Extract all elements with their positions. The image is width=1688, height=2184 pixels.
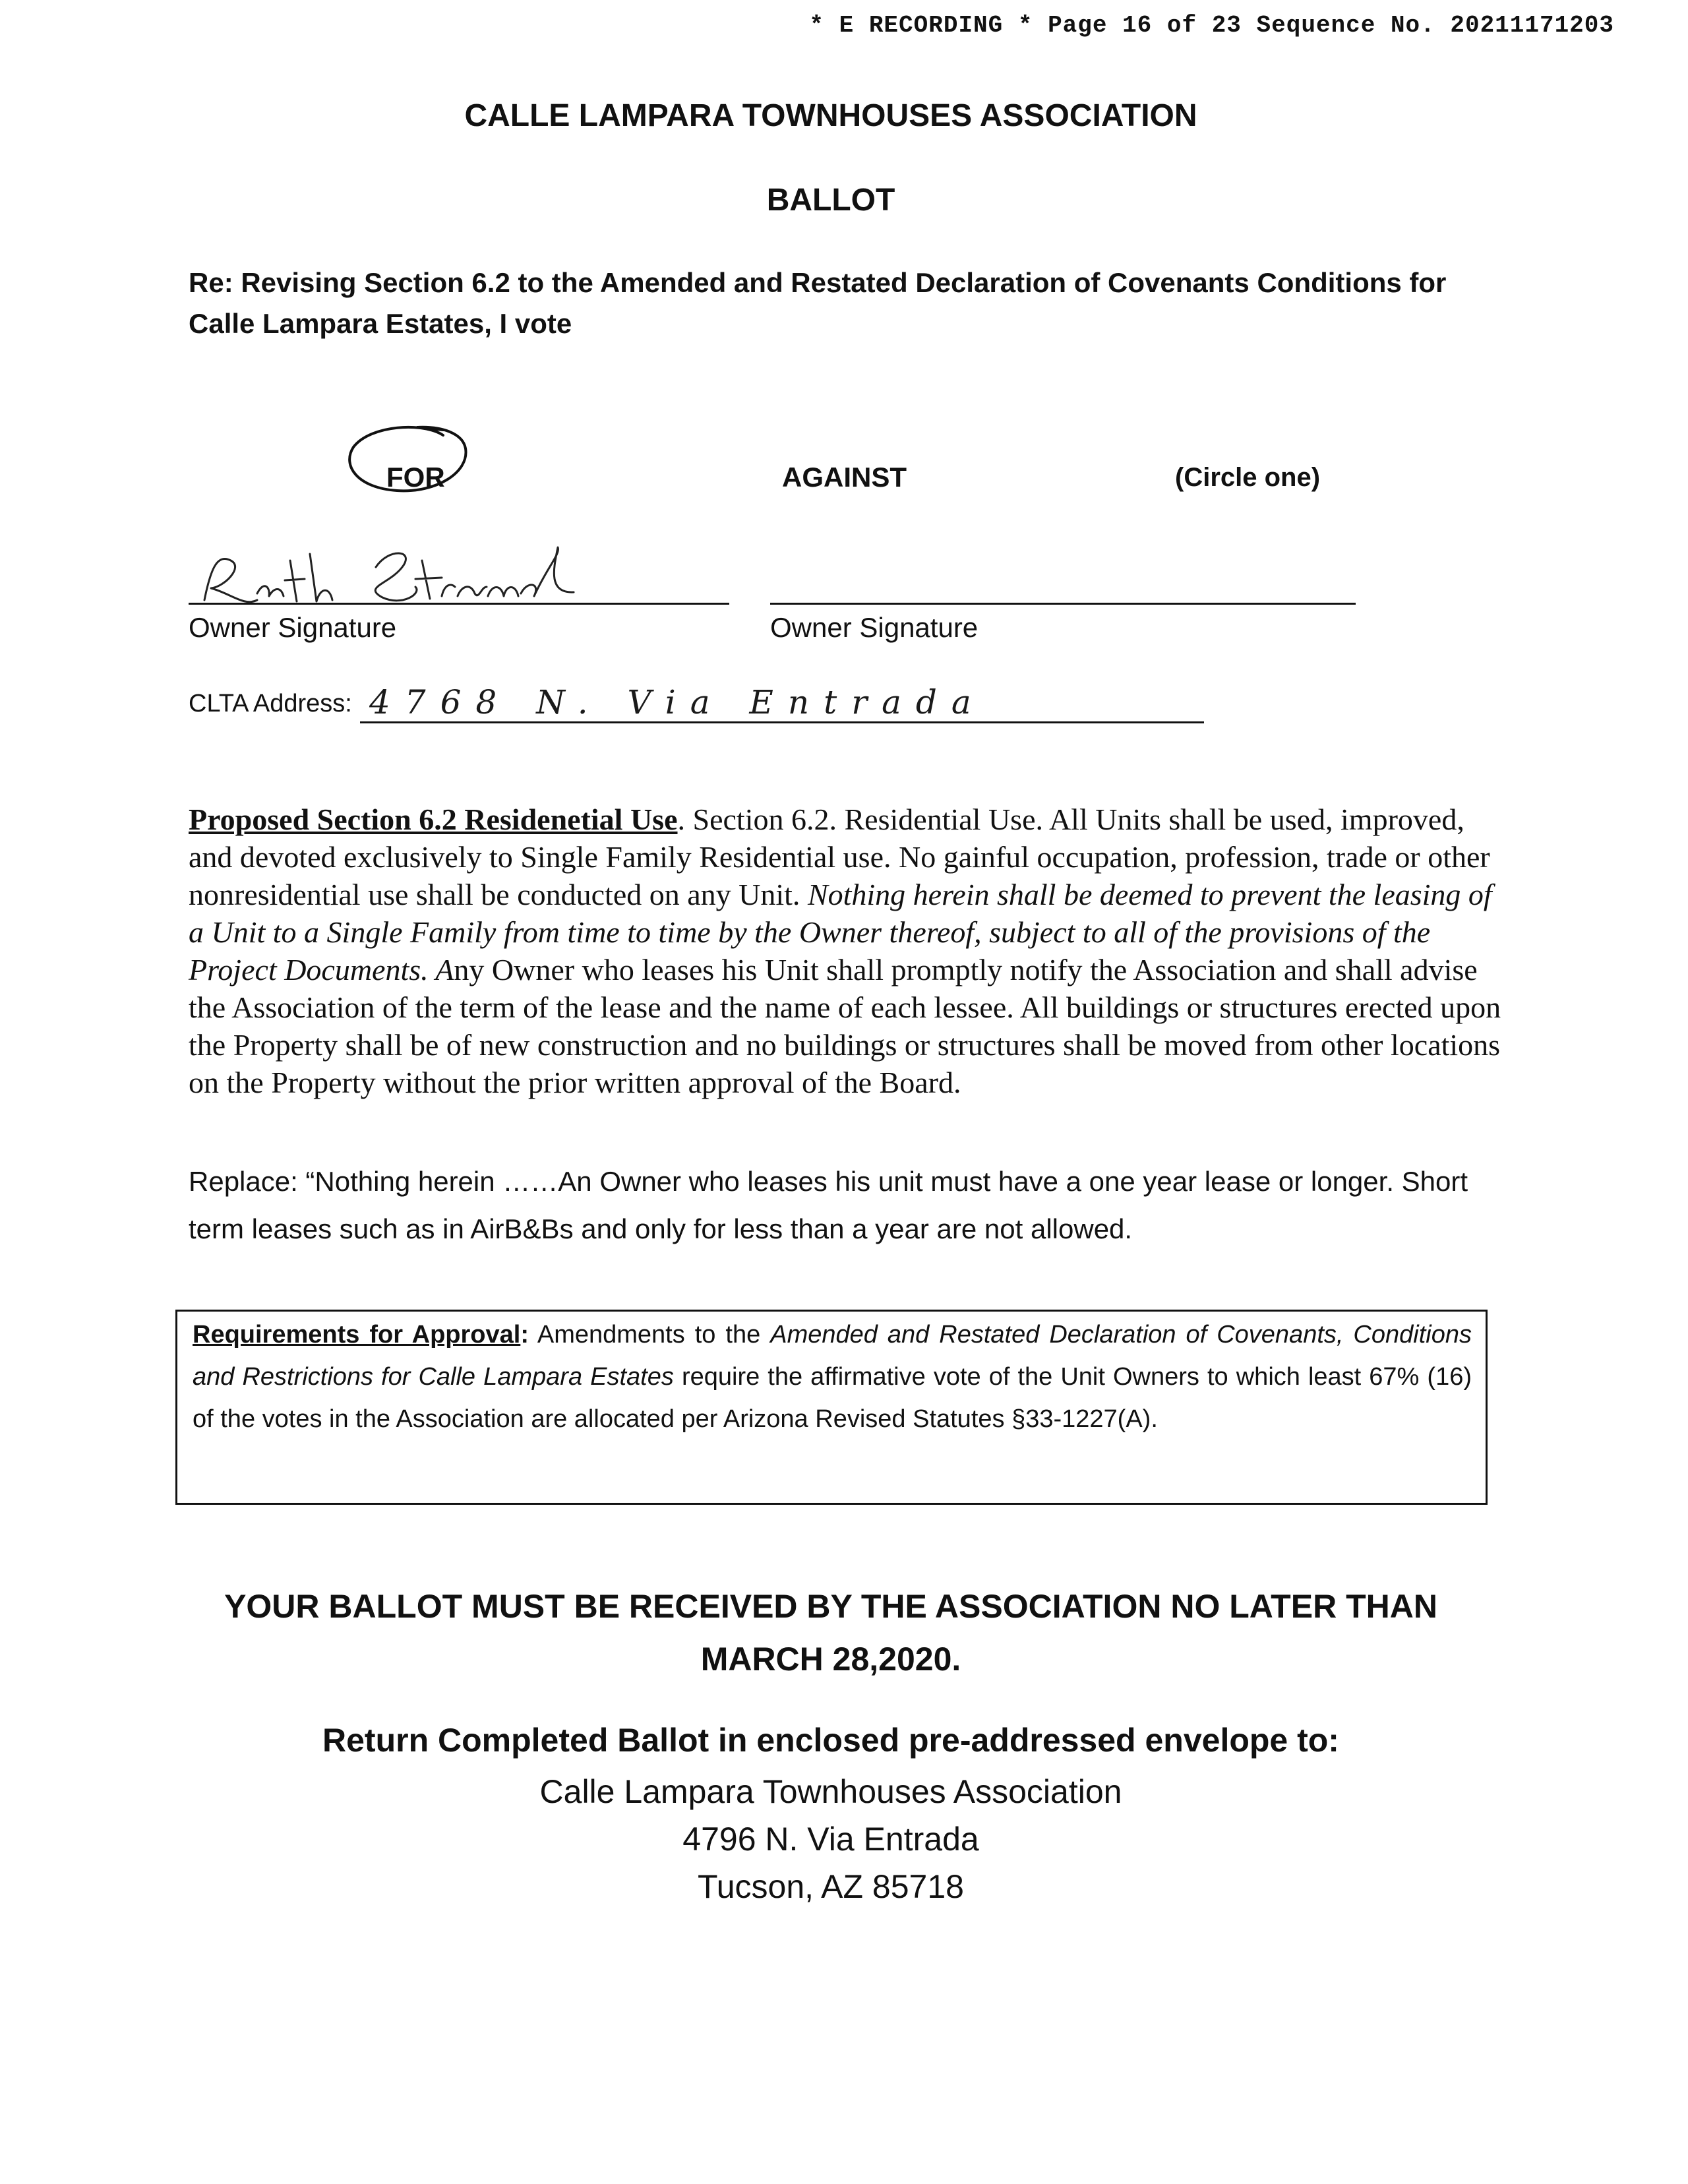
owner-signature-label-2: Owner Signature (770, 612, 979, 643)
return-street: 4796 N. Via Entrada (682, 1821, 979, 1858)
association-title: CALLE LAMPARA TOWNHOUSES ASSOCIATION (464, 98, 1197, 133)
requirements-body-1: Amendments to the (528, 1321, 771, 1349)
requirements-heading: Requirements for Approval (193, 1321, 521, 1349)
proposed-section-body-2: ny Owner who leases his Unit shall promptly notify the Association and shall advise the Association of the term of the lease and the name of each lessee. All buildings or structures erected upon the Property shall be of new construction and no buildings or structures shall be moved from other locations on the Property without the prior written approval of the Board. (189, 953, 1501, 1099)
proposed-section-text (189, 801, 1507, 1101)
requirements-body-2: require the affirmative vote of the Unit Owners to which least 67% (16) of the votes in the Association are allocated per Arizona Revised Statutes §33-1227(A). (193, 1363, 1472, 1433)
deadline-line-2: MARCH 28,2020. (700, 1641, 961, 1678)
vote-against-option[interactable]: AGAINST (782, 462, 907, 493)
proposed-section-body-1: . Section 6.2. Residential Use. All Units shall be used, improved, and devoted exclusively to Single Family Residential use. No gainful occupation, profession, trade or other nonresidential use shall be conducted on any Unit. (189, 803, 1490, 911)
return-association-name: Calle Lampara Townhouses Association (539, 1773, 1122, 1810)
owner-signature-line-2[interactable] (770, 603, 1356, 605)
proposed-section-heading: Proposed Section 6.2 Residenetial Use (189, 803, 678, 836)
deadline-notice (0, 1580, 1662, 1685)
requirements-text (193, 1314, 1472, 1440)
re-subject: Re: Revising Section 6.2 to the Amended and Restated Declaration of Covenants Conditions for Calle Lampara Estates, I vote (189, 267, 1447, 339)
replace-text: Replace: “Nothing herein ……An Owner who leases his unit must have a one year lease or longer. Short term leases such as in AirB&Bs and only for less than a year are not allowed. (189, 1166, 1468, 1244)
owner-signature-line-1[interactable] (189, 603, 729, 605)
clta-address-value[interactable]: 4768 N. Via Entrada (369, 683, 986, 721)
requirements-body-italic: Amended and Restated Declaration of Covenants, Conditions and Restrictions for Calle Lampara Estates (193, 1321, 1472, 1391)
ballot-title: BALLOT (766, 183, 895, 218)
vote-instruction: (Circle one) (1175, 463, 1321, 492)
return-city: Tucson, AZ 85718 (698, 1868, 964, 1905)
deadline-line-1: YOUR BALLOT MUST BE RECEIVED BY THE ASSOCIATION NO LATER THAN (224, 1588, 1437, 1625)
recording-header: * E RECORDING * Page 16 of 23 Sequence No. 20211171203 (809, 12, 1614, 39)
vote-for-option[interactable]: FOR (386, 462, 445, 493)
clta-address-line (360, 721, 1204, 723)
requirements-colon: : (520, 1321, 529, 1349)
return-heading: Return Completed Ballot in enclosed pre-addressed envelope to: (322, 1722, 1339, 1759)
clta-address-label: CLTA Address: (189, 690, 352, 717)
owner-signature-label-1: Owner Signature (189, 612, 397, 643)
proposed-section-body-italic: Nothing herein shall be deemed to prevent the leasing of a Unit to a Single Family from time to time by the Owner thereof, subject to all of the provisions of the Project Documents. A (189, 878, 1492, 986)
